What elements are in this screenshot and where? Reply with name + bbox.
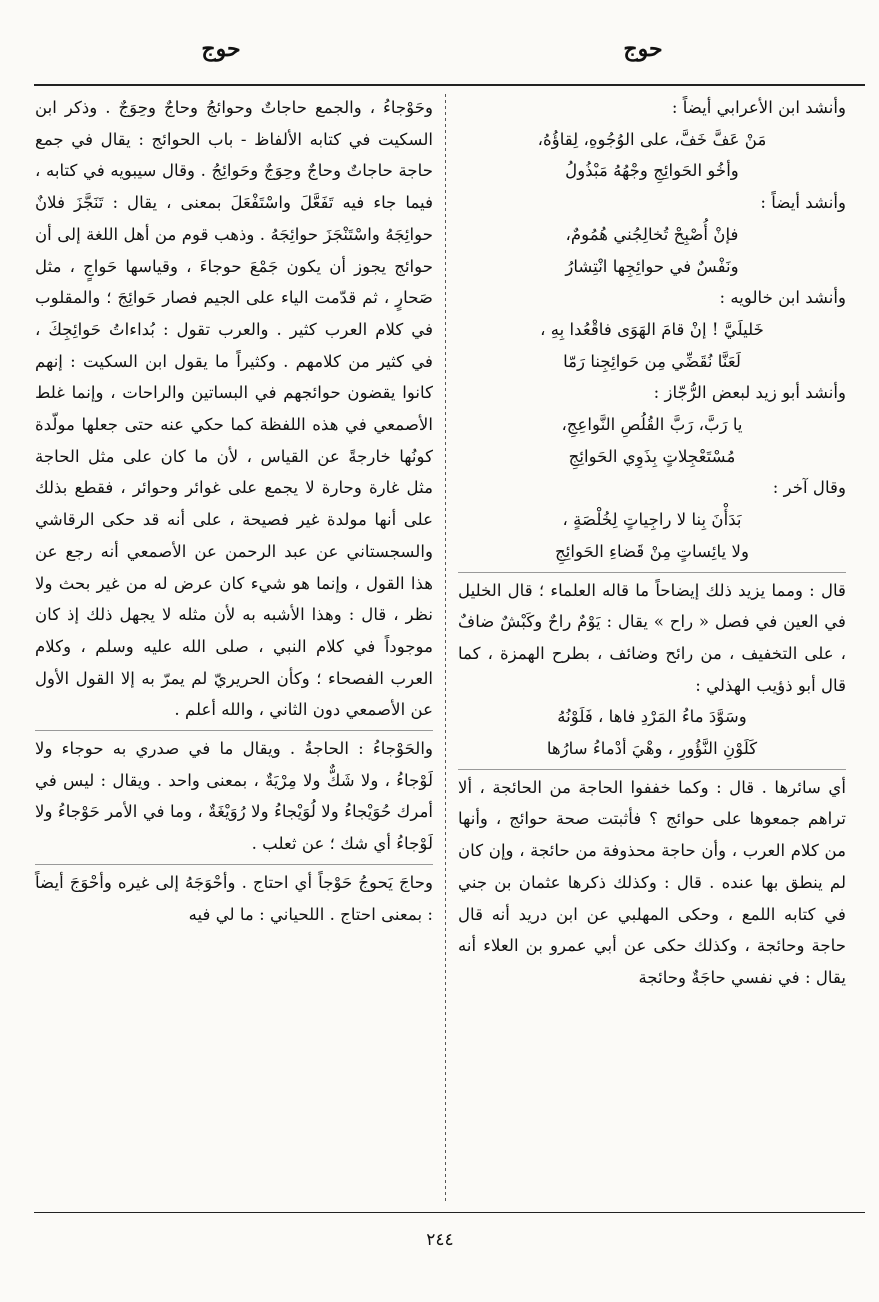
verse-line: ونَفْسٌ في حوائِجِها انْتِشارُ	[565, 256, 739, 276]
left-headword: حوج	[201, 36, 241, 62]
verse-line: كَلَوْنِ النَّؤُورِ ، وهْيَ أدْماءُ سارُها	[546, 739, 758, 759]
text-paragraph: وأنشد أيضاً :	[760, 193, 846, 213]
right-column	[458, 92, 846, 994]
header-rule	[34, 84, 865, 86]
text-paragraph: والحَوْجاءُ : الحاجةُ . ويقال ما في صدري به حوجاء ولا لَوْجاءُ ، ولا شَكٌّ ولا مِرْيَةٌ ، بمعنى واحد . ويقال : ليس في أمرك حُوَيْجاءُ ولا لُوَيْجاءُ ولا رُوَيْغَةٌ ، وما في الأمر حَوْجاءُ ولا لَوْجاءُ أي شك ؛ عن ثعلب .	[35, 739, 433, 854]
verse-line: لَعَنَّا نُقَضِّي مِن حَوائِجِنا رَمّا	[563, 351, 741, 371]
text-paragraph: أي سائرها . قال : وكما خففوا الحاجة من الحائجة ، ألا تراهم جمعوها على حوائج ؟ فأثبتت صحة حوائج ، وأنها من كلام العرب ، وأن حاجة محذوفة من حائجة ، وإن كان لم ينطق بها عنده . قال : وكذلك ذكرها عثمان بن جني في كتابه اللمع ، وحكى المهلبي عن ابن دريد أنه قال حاجة وحائجة ، وكذلك حكى عن أبي عمرو بن العلاء أنه يقال : في نفسي حاجَةٌ وحائجة	[458, 777, 846, 987]
verse-line: وأخُو الحَوائِجِ وجْهُهُ مَبْذُولُ	[565, 161, 739, 181]
text-paragraph: وحاجَ يَحوجُ حَوْجاً أي احتاج . وأحْوَجَهُ إلى غيره وأحْوَجَ أيضاً : بمعنى احتاج . اللحياني : ما لي فيه	[35, 872, 433, 924]
footer-rule	[34, 1212, 865, 1213]
verse-line: مَنْ عَفَّ خَفَّ، على الوُجُوهِ، لِقاؤُهُ،	[537, 129, 767, 149]
text-paragraph: وأنشد ابن خالويه :	[719, 288, 846, 308]
right-headword: حوج	[623, 36, 663, 62]
verse-line: ولا يائِساتٍ مِنْ قَضاءِ الحَوائِجِ	[555, 541, 749, 561]
text-paragraph: وأنشد أبو زيد لبعض الرُّجّاز :	[653, 383, 846, 403]
text-paragraph: وقال آخر :	[772, 478, 846, 498]
verse-line: بَدَأْنَ بِنا لا راجِياتٍ لِخُلْصَةٍ ،	[562, 510, 742, 530]
text-paragraph: وأنشد ابن الأعرابي أيضاً :	[671, 98, 846, 117]
section-separator	[458, 769, 846, 770]
text-paragraph: قال : ومما يزيد ذلك إيضاحاً ما قاله العلماء ؛ قال الخليل في العين في فصل « راح » يقال : يَوْمٌ راحٌ وكَبْشٌ ضافٌ ، على التخفيف ، من رائح وضائف ، بطرح الهمزة ، كما قال أبو ذؤيب الهذلي :	[458, 580, 846, 695]
section-separator	[35, 864, 433, 865]
verse-line: فإنْ أُصْبِحْ تُخالِجُني هُمُومٌ،	[565, 224, 739, 244]
verse-line: وسَوَّدَ ماءُ المَرْدِ فاها ، فَلَوْنُهُ	[557, 707, 747, 727]
page-number: ٢٤٤	[426, 1230, 454, 1250]
section-separator	[458, 572, 846, 573]
verse-line: مُسْتَعْجِلاتٍ بِذَوِي الحَوائِجِ	[568, 446, 736, 466]
section-separator	[35, 730, 433, 731]
verse-line: خَليلَيَّ ! إنْ قامَ الهَوَى فاقْعُدا بِهِ ،	[540, 319, 764, 339]
text-paragraph: وحَوْجاءُ ، والجمع حاجاتٌ وحوائجُ وحاجٌ وحِوَجٌ . وذكر ابن السكيت في كتابه الألفاظ - باب الحوائج : يقال في جمع حاجة حاجاتٌ وحاجٌ وحِوَجٌ وحَوائِجُ . وقال سيبويه في كتابه ، فيما جاء فيه تَفَعَّلَ واسْتَفْعَلَ بمعنى ، يقال : تَنَجَّزَ فلانٌ حوائِجَهُ واسْتَنْجَزَ حوائِجَهُ . وذهب قوم من أهل اللغة إلى أن حوائج يجوز أن يكون جَمْعَ حوجاءَ ، وقياسها حَواجٍ ، مثل صَحارٍ ، ثم قدّمت الياء على الجيم فصار حَوائِجَ ؛ والمقلوب في كلام العرب كثير . والعرب تقول : بُداءاتُ حَوائِجِكَ ، في كثير من كلامهم . وكثيراً ما يقول ابن السكيت : إنهم كانوا يقضون حوائجهم في البساتين والراحات ، وإنما غلط الأصمعي في هذه اللفظة كما حكي عنه حتى جعلها مولّدة كونُها خارجةً عن القياس ، لأن ما كان على مثل الحاجة مثل غارة وحارة لا يجمع على غوائر وحوائر ، فقطع بذلك على أنها مولدة غير فصيحة ، على أنه قد حكى الرقاشي والسجستاني عن عبد الرحمن عن الأصمعي أنه رجع عن هذا القول ، وإنما هو شيء كان عرض له من غير بحث ولا نظر ، قال : وهذا الأشبه به لأن مثله لا يجهل ذلك إذ كان موجوداً في كلام النبي ، صلى الله عليه وسلم ، وكلام العرب الفصحاء ؛ وكأن الحريريّ لم يمرّ به إلا القول الأول عن الأصمعي دون الثاني ، والله أعلم .	[35, 98, 433, 720]
verse-line: يا رَبَّ، رَبَّ القُلُصِ النَّواعِجِ،	[561, 415, 743, 435]
left-column	[35, 92, 433, 930]
column-divider	[445, 94, 446, 1204]
